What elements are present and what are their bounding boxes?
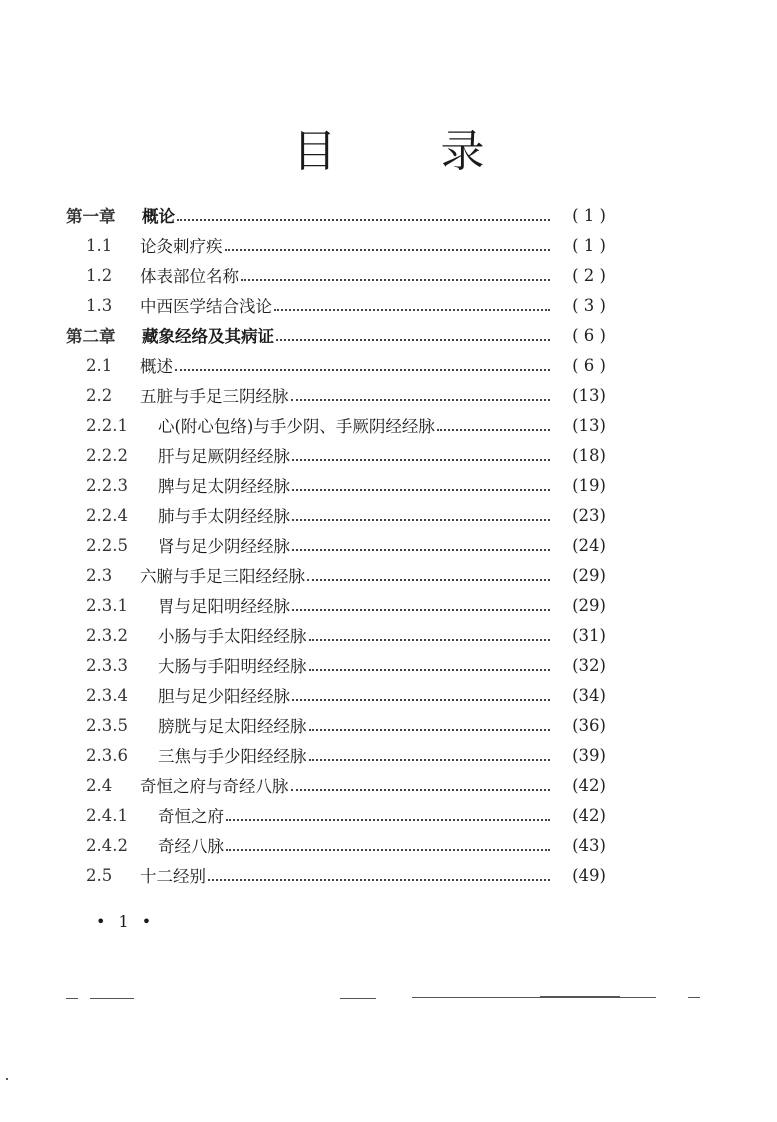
toc-entry-page: (23) bbox=[572, 505, 606, 525]
toc-entry-number: 1.2 bbox=[86, 265, 113, 285]
toc-entry-number: 第一章 bbox=[66, 207, 116, 226]
toc-leader-dots bbox=[292, 607, 550, 611]
toc-entry-title: 奇恒之府与奇经八脉 bbox=[140, 777, 289, 796]
toc-entry-page: (29) bbox=[572, 595, 606, 615]
toc-entry-page: (34) bbox=[572, 685, 606, 705]
toc-entry bbox=[66, 740, 606, 770]
toc-entry bbox=[66, 560, 606, 590]
toc-entry-number: 2.3.3 bbox=[86, 655, 128, 675]
toc-entry-page: (39) bbox=[572, 745, 606, 765]
page-number: • 1 • bbox=[96, 912, 156, 931]
toc-entry-number: 2.2.4 bbox=[86, 505, 128, 525]
toc-leader-dots bbox=[274, 307, 550, 311]
toc-entry-number: 2.3.2 bbox=[86, 625, 128, 645]
toc-entry-title: 奇经八脉 bbox=[158, 837, 224, 856]
toc-leader-dots bbox=[292, 547, 550, 551]
toc-entry-title: 奇恒之府 bbox=[158, 807, 224, 826]
toc-entry bbox=[66, 680, 606, 710]
toc-leader-dots bbox=[291, 397, 551, 401]
toc-entry-title: 胃与足阳明经经脉 bbox=[158, 597, 290, 616]
toc-entry-title: 藏象经络及其病证 bbox=[142, 327, 274, 346]
toc-leader-dots bbox=[292, 697, 550, 701]
toc-entry-title: 概述 bbox=[140, 357, 173, 376]
toc-entry-title: 膀胱与足太阳经经脉 bbox=[158, 717, 307, 736]
toc-entry-page: ( 6 ) bbox=[572, 355, 606, 375]
toc-entry bbox=[66, 320, 606, 350]
toc-entry-number: 1.1 bbox=[86, 235, 113, 255]
scan-artifact-line bbox=[688, 997, 700, 998]
toc-entry-page: ( 1 ) bbox=[572, 235, 606, 255]
toc-entry-page: ( 2 ) bbox=[572, 265, 606, 285]
toc-entry-page: ( 6 ) bbox=[572, 325, 606, 345]
toc-leader-dots bbox=[241, 277, 550, 281]
toc-entry-page: (13) bbox=[572, 415, 606, 435]
toc-entry bbox=[66, 710, 606, 740]
toc-entry-page: (49) bbox=[572, 865, 606, 885]
toc-entry-title: 胆与足少阳经经脉 bbox=[158, 687, 290, 706]
title-char-2: 录 bbox=[440, 126, 485, 177]
toc-entry-number: 2.3 bbox=[86, 565, 113, 585]
scan-artifact-line bbox=[340, 998, 376, 999]
toc-entry-number: 2.4 bbox=[86, 775, 113, 795]
toc-entry-title: 小肠与手太阳经经脉 bbox=[158, 627, 307, 646]
toc-entry-page: (43) bbox=[572, 835, 606, 855]
toc-entry bbox=[66, 650, 606, 680]
toc-leader-dots bbox=[226, 817, 550, 821]
toc-entry bbox=[66, 590, 606, 620]
toc-entry-page: (36) bbox=[572, 715, 606, 735]
toc-leader-dots bbox=[309, 637, 551, 641]
toc-leader-dots bbox=[309, 727, 551, 731]
toc-leader-dots bbox=[291, 787, 551, 791]
toc-entry bbox=[66, 410, 606, 440]
scan-artifact-dot bbox=[6, 1078, 8, 1080]
toc-entry bbox=[66, 260, 606, 290]
scan-artifact-line bbox=[540, 996, 620, 998]
toc-entry-page: ( 3 ) bbox=[572, 295, 606, 315]
page-title bbox=[0, 115, 777, 179]
toc-leader-dots bbox=[276, 337, 550, 341]
toc-entry-title: 肝与足厥阴经经脉 bbox=[158, 447, 290, 466]
toc-entry bbox=[66, 500, 606, 530]
toc-entry-title: 心(附心包络)与手少阴、手厥阴经经脉 bbox=[158, 417, 435, 436]
toc-entry-page: (13) bbox=[572, 385, 606, 405]
toc-entry-number: 2.3.1 bbox=[86, 595, 128, 615]
toc-entry-page: (19) bbox=[572, 475, 606, 495]
toc-entry bbox=[66, 290, 606, 320]
toc-entry bbox=[66, 860, 606, 890]
toc-entry-number: 2.2.5 bbox=[86, 535, 128, 555]
toc-entry-number: 2.2 bbox=[86, 385, 113, 405]
toc-entry-page: (42) bbox=[572, 805, 606, 825]
scan-artifact-line bbox=[90, 998, 134, 999]
toc-entry-page: (32) bbox=[572, 655, 606, 675]
toc-entry bbox=[66, 350, 606, 380]
toc-entry-title: 脾与足太阴经经脉 bbox=[158, 477, 290, 496]
toc-entry-number: 1.3 bbox=[86, 295, 113, 315]
toc-leader-dots bbox=[177, 217, 550, 221]
toc-entry-number: 2.3.4 bbox=[86, 685, 128, 705]
toc-entry bbox=[66, 470, 606, 500]
toc-entry-page: (31) bbox=[572, 625, 606, 645]
toc-entry-page: (24) bbox=[572, 535, 606, 555]
toc-entry-number: 第二章 bbox=[66, 327, 116, 346]
toc-entry-title: 肾与足少阴经经脉 bbox=[158, 537, 290, 556]
toc-entry-title: 中西医学结合浅论 bbox=[140, 297, 272, 316]
toc-entry bbox=[66, 530, 606, 560]
toc-entry-page: (42) bbox=[572, 775, 606, 795]
toc-entry bbox=[66, 380, 606, 410]
toc-entry-title: 肺与手太阴经经脉 bbox=[158, 507, 290, 526]
toc-leader-dots bbox=[307, 577, 550, 581]
scan-artifact-line bbox=[66, 998, 78, 999]
toc-entry bbox=[66, 620, 606, 650]
toc-entry bbox=[66, 200, 606, 230]
table-of-contents bbox=[66, 200, 606, 890]
toc-entry bbox=[66, 770, 606, 800]
toc-entry-number: 2.4.2 bbox=[86, 835, 128, 855]
toc-entry bbox=[66, 800, 606, 830]
toc-entry-number: 2.2.3 bbox=[86, 475, 128, 495]
toc-entry-title: 十二经别 bbox=[140, 867, 206, 886]
toc-entry-title: 五脏与手足三阴经脉 bbox=[140, 387, 289, 406]
toc-leader-dots bbox=[309, 757, 551, 761]
toc-entry-page: ( 1 ) bbox=[572, 205, 606, 225]
toc-entry-number: 2.1 bbox=[86, 355, 113, 375]
toc-entry-number: 2.3.5 bbox=[86, 715, 128, 735]
toc-entry-title: 六腑与手足三阳经经脉 bbox=[140, 567, 305, 586]
toc-entry-number: 2.5 bbox=[86, 865, 113, 885]
toc-entry bbox=[66, 230, 606, 260]
toc-leader-dots bbox=[292, 517, 550, 521]
toc-entry-title: 概论 bbox=[142, 207, 175, 226]
toc-entry-page: (29) bbox=[572, 565, 606, 585]
toc-entry bbox=[66, 830, 606, 860]
toc-entry-title: 三焦与手少阳经经脉 bbox=[158, 747, 307, 766]
toc-leader-dots bbox=[292, 457, 550, 461]
toc-leader-dots bbox=[175, 367, 550, 371]
title-char-1: 目 bbox=[292, 126, 337, 177]
toc-leader-dots bbox=[225, 247, 551, 251]
toc-entry bbox=[66, 440, 606, 470]
toc-entry-number: 2.2.1 bbox=[86, 415, 128, 435]
toc-entry-page: (18) bbox=[572, 445, 606, 465]
toc-leader-dots bbox=[292, 487, 550, 491]
toc-leader-dots bbox=[208, 877, 550, 881]
toc-entry-title: 体表部位名称 bbox=[140, 267, 239, 286]
toc-leader-dots bbox=[226, 847, 550, 851]
toc-entry-number: 2.2.2 bbox=[86, 445, 128, 465]
toc-entry-number: 2.3.6 bbox=[86, 745, 128, 765]
toc-entry-title: 论灸刺疗疾 bbox=[140, 237, 223, 256]
toc-entry-number: 2.4.1 bbox=[86, 805, 128, 825]
toc-leader-dots bbox=[309, 667, 551, 671]
toc-entry-title: 大肠与手阳明经经脉 bbox=[158, 657, 307, 676]
toc-leader-dots bbox=[437, 427, 550, 431]
